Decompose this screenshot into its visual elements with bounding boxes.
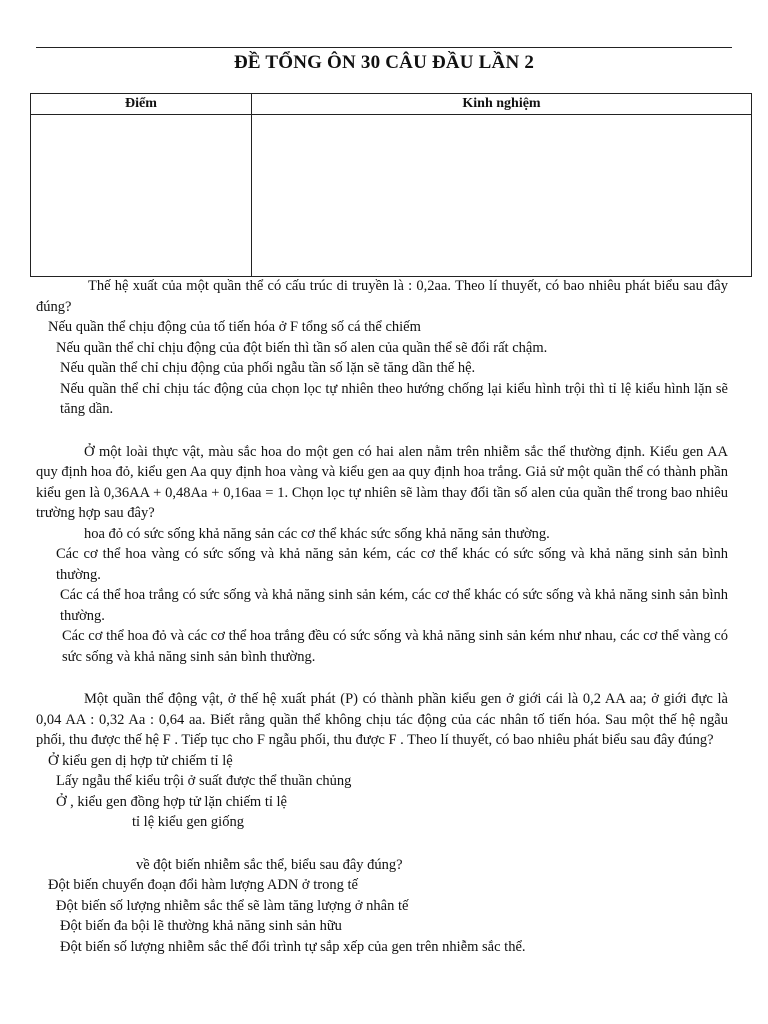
question-1-option: Nếu quần thể chỉ chịu động của đột biến thì tần số alen của quần thể sẽ đổi rất chậm. [56, 339, 548, 356]
question-1-option: Nếu quần thể chỉ chịu tác động của chọn lọc tự nhiên theo hướng chống lại kiểu hình trội thì tỉ lệ kiểu hình lặn sẽ tăng dần. [60, 380, 728, 417]
experience-cell[interactable] [252, 115, 752, 277]
question-4-option: Đột biến số lượng nhiễm sắc thể sẽ làm tăng lượng ở nhân tế [56, 897, 409, 914]
score-column-header: Điểm [31, 94, 252, 115]
question-2-option: Các cơ thể hoa đỏ và các cơ thể hoa trắng đều có sức sống và khả năng sinh sản kém như nhau, các cơ thể vàng có sức sống và khả năng sinh sản bình thường. [62, 628, 728, 665]
question-4-option: Đột biến số lượng nhiễm sắc thể đổi trình tự sắp xếp của gen trên nhiễm sắc thể. [60, 938, 526, 955]
question-body [36, 276, 728, 957]
question-4-option: Đột biến chuyển đoạn đổi hàm lượng ADN ở trong tế [48, 877, 358, 893]
question-2-option: Các cơ thể hoa vàng có sức sống và khả năng sản kém, các cơ thể khác có sức sống và khả năng sinh sản bình thường. [56, 546, 728, 583]
score-table [30, 93, 752, 277]
header-rule [36, 47, 732, 48]
question-2-option: Các cá thể hoa trắng có sức sống và khả năng sinh sản kém, các cơ thể khác có sức sống và khả năng sinh sản bình thường. [60, 587, 728, 624]
question-1-stem: Thế hệ xuất của một quần thể có cấu trúc di truyền là : 0,2aa. Theo lí thuyết, có bao nhiêu phát biểu sau đây đúng? [36, 278, 728, 315]
question-1-option: Nếu quần thể chỉ chịu động của phối ngẫu tần số lặn sẽ tăng dần thế hệ. [60, 360, 476, 376]
question-4-stem: về đột biến nhiễm sắc thể, biểu sau đây đúng? [136, 856, 403, 873]
question-3-option: Lấy ngẫu thể kiểu trội ở suất được thể thuần chủng [56, 773, 352, 789]
question-3-stem: Một quần thể động vật, ở thế hệ xuất phát (P) có thành phần kiểu gen ở giới cái là 0,2 AA aa; ở giới đực là 0,04 AA : 0,32 Aa : 0,64 aa. Biết rằng quần thể không chịu tác động của các nhân tố tiến hóa. Sau một thế hệ ngẫu phối, thu được thế hệ F . Tiếp tục cho F ngẫu phối, thu được F . Theo lí thuyết, có bao nhiêu phát biểu sau đây đúng? [36, 691, 728, 748]
question-3-option: tỉ lệ kiểu gen giống [132, 814, 244, 830]
question-1-option: Nếu quần thể chịu động của tố tiến hóa ở F tổng số cá thể chiếm [48, 319, 421, 335]
question-2-stem: Ở một loài thực vật, màu sắc hoa do một gen có hai alen nằm trên nhiễm sắc thể thường định. Kiểu gen AA quy định hoa đỏ, kiểu gen Aa quy định hoa vàng và kiểu gen aa quy định hoa trắng. Giả sử một quần thể có thành phần kiểu gen là 0,36AA + 0,48Aa + 0,16aa = 1. Chọn lọc tự nhiên sẽ làm thay đổi tần số alen của quần thể trong bao nhiêu trường hợp sau đây? [36, 443, 728, 521]
question-3-option: Ở kiểu gen dị hợp tử chiếm tỉ lệ [48, 752, 233, 769]
question-3-option: Ở , kiểu gen đồng hợp tử lặn chiếm tỉ lệ [56, 793, 287, 810]
question-2-option: hoa đỏ có sức sống khả năng sản các cơ thể khác sức sống khả năng sản thường. [84, 525, 550, 542]
page-title: ĐỀ TỔNG ÔN 30 CÂU ĐẦU LẦN 2 [233, 52, 535, 73]
score-cell[interactable] [31, 115, 252, 277]
question-4-option: Đột biến đa bội lẽ thường khả năng sinh sản hữu [60, 918, 342, 934]
experience-column-header: Kinh nghiệm [252, 94, 752, 115]
